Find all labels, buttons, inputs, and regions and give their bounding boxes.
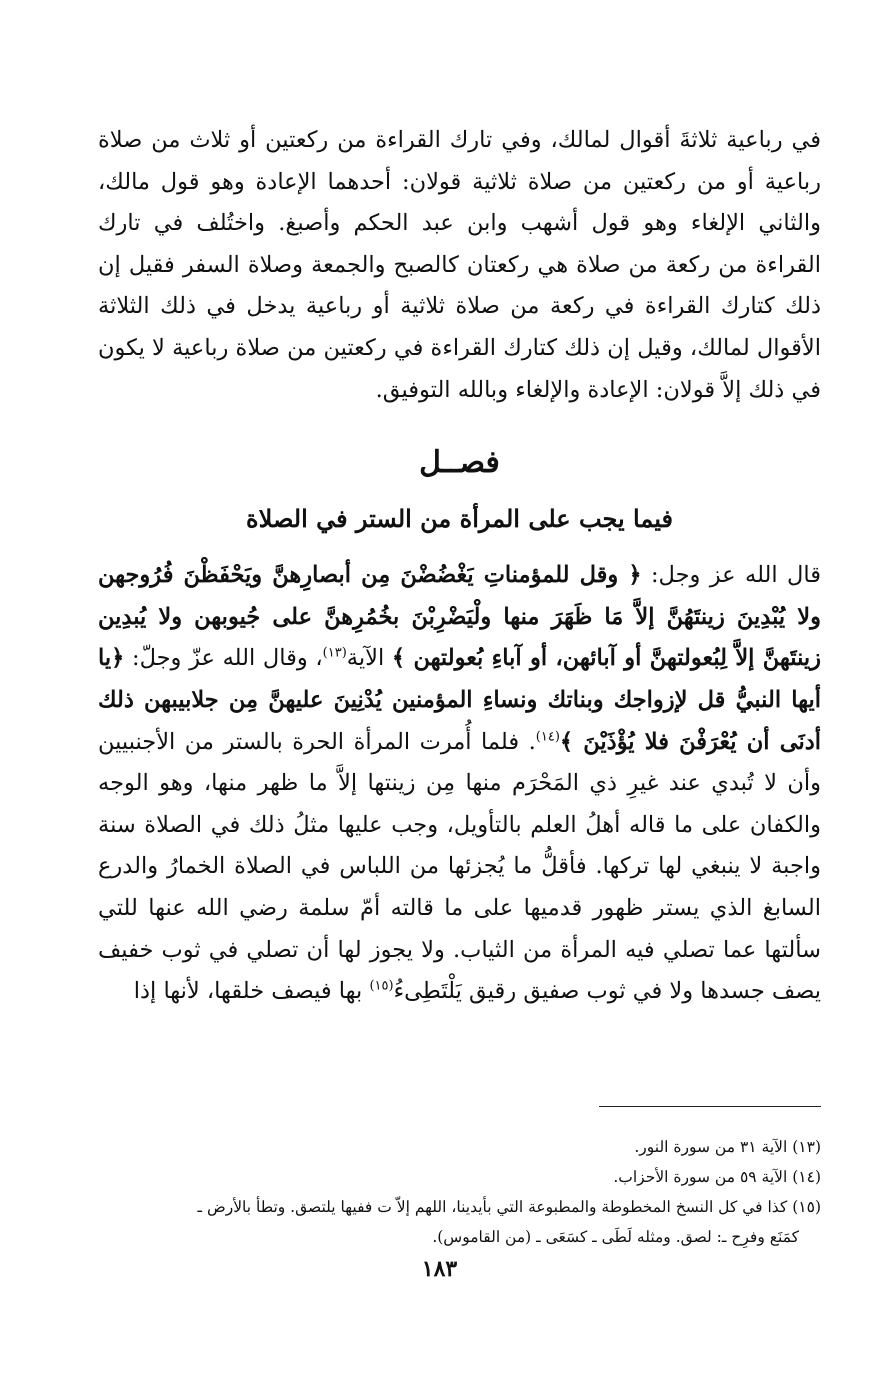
quran-verse-2: ﴿يا أيها النبيُّ قل لإزواجك وبناتك ونساءِ المؤمنين يُدْنِينَ عليهنَّ مِن جلابيبهن ذلك أدنَى أن يُعْرَفْنَ فلا يُؤْذَيْنَ ﴾	[98, 645, 821, 755]
body-text: . فلما أُمرت المرأة الحرة بالستر من الأجنبيين وأن لا تُبدي عند غيرِ ذي المَحْرَم منها مِن زينتها إلاَّ ما ظهر منها، وهو الوجه والكفان على ما قاله أهلُ العلم بالتأويل، وجب عليها مثلُ ذلك في الصلاة سنة واجبة لا ينبغي لها تركها. فأقلُّ ما يُجزئها من اللباس في الصلاة الخمارُ والدرع السابغ الذي يستر ظهور قدميها على ما قالته أمّ سلمة رضي الله عنها للتي سألتها عما تصلي فيه المرأة من الثياب. ولا يجوز لها أن تصلي في ثوب خفيف يصف جسدها ولا في ثوب صفيق رقيق يَلْتَطِىءُ	[98, 728, 821, 1005]
footnote-ref-15: (١٥)	[369, 978, 394, 994]
paragraph-1: في رباعية ثلاثةَ أقوال لمالك، وفي تارك القراءة من ركعتين أو ثلاث من صلاة رباعية أو من ركعتين من صلاة ثلاثية قولان: أحدهما الإعادة وهو قول مالك، والثاني الإلغاء وهو قول أشهب وابن عبد الحكم وأصبغ. واختُلف في تارك القراءة من ركعة من صلاة هي ركعتان كالصبح والجمعة وصلاة السفر فقيل إن ذلك كتارك القراءة في ركعة من صلاة ثلاثية أو رباعية يدخل في ذلك الثلاثة الأقوال لمالك، وقيل إن ذلك كتارك القراءة في ركعتين من صلاة رباعية لا يكون في ذلك إلاَّ قولان: الإعادة والإلغاء وبالله التوفيق.	[98, 127, 821, 403]
paragraph-2	[98, 555, 821, 1013]
verse-1-label: الآية	[346, 645, 392, 672]
body-text-end: بها فيصف خلقها، لأنها إذا	[133, 978, 370, 1005]
page-number: ١٨٣	[421, 1256, 458, 1282]
footnote-divider	[599, 1106, 821, 1107]
footnote-13: (١٣) الآية ٣١ من سورة النور.	[634, 1138, 821, 1156]
footnote-15: (١٥) كذا في كل النسخ المخطوطة والمطبوعة التي بأيدينا، اللهم إلاّ ت ففيها يلتصق. وتطأ بالأرض ـ	[197, 1198, 821, 1216]
footnote-ref-13: (١٣)	[322, 645, 347, 661]
mid-text: ، وقال الله عزّ وجلّ:	[124, 645, 323, 672]
footnote-ref-14: (١٤)	[535, 729, 560, 745]
quran-verse-1: ﴿ وقل للمؤمناتِ يَغْضُضْنَ مِن أبصارِهنَّ ويَحْفَظْنَ فُرُوجهن ولا يُبْدِينَ زينتَهُنَّ إلاَّ مَا ظَهَرَ منها ولْيَضْرِبْنَ بخُمُرِهنَّ على جُيوبهن ولا يُبدِين زينتَهنَّ إلاَّ لِبُعولتهنَّ أو آبائهن، أو آباءِ بُعولتهن ﴾	[98, 562, 821, 672]
section-subheading: فيما يجب على المرأة من الستر في الصلاة	[246, 504, 673, 534]
footnote-15-continuation: كمَنَع وفرِح ـ: لصق. ومثله لَطَى ـ كسَعَى ـ (من القاموس).	[432, 1228, 799, 1246]
footnotes	[58, 1132, 821, 1252]
footnote-14: (١٤) الآية ٥٩ من سورة الأحزاب.	[613, 1168, 821, 1186]
section-heading: فصــل	[419, 445, 500, 481]
intro-text: قال الله عز وجل:	[641, 562, 821, 589]
page-body	[98, 120, 821, 1013]
